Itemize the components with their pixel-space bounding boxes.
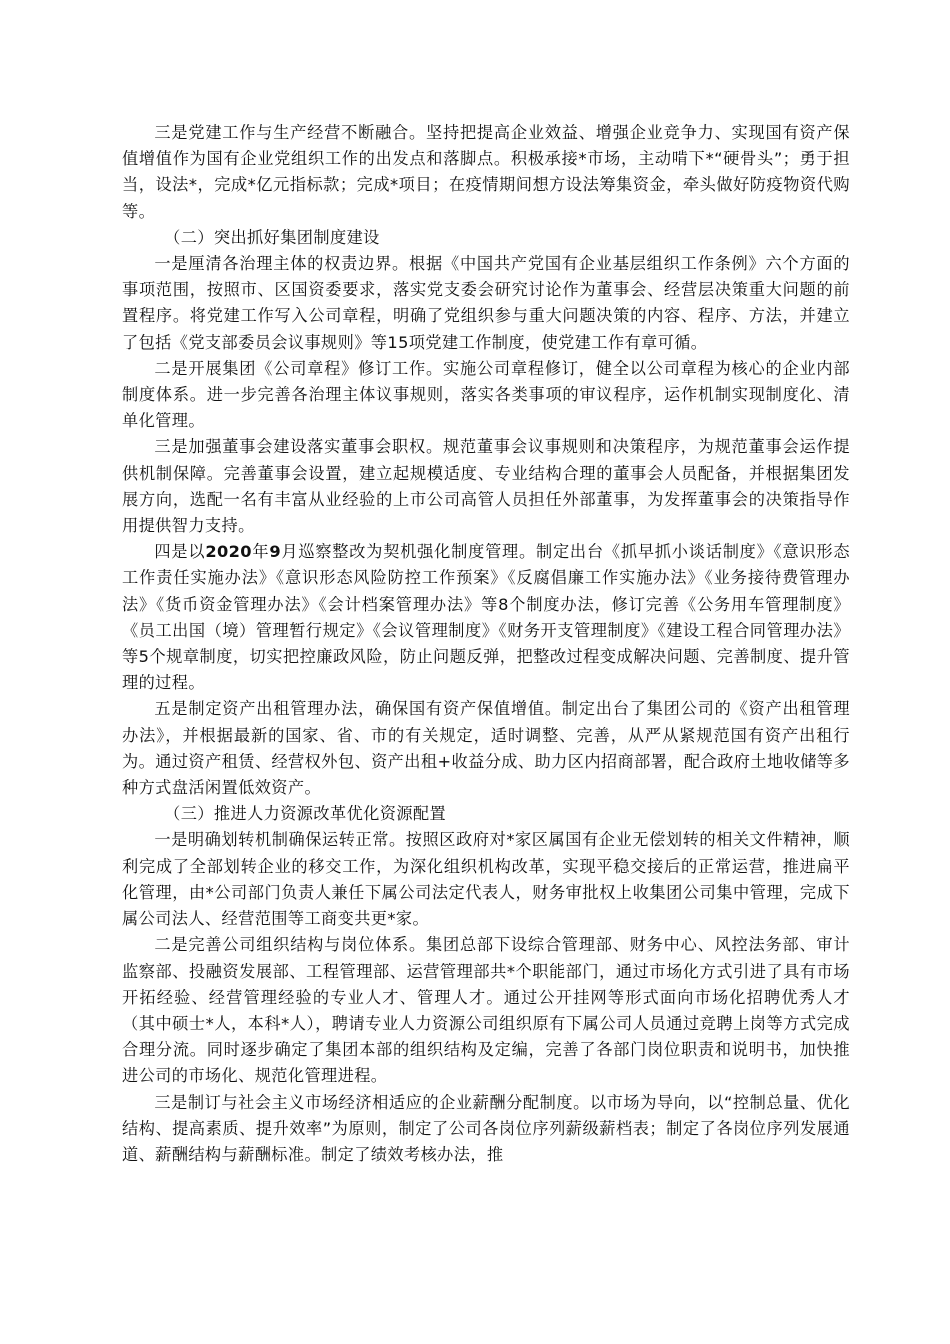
document-page <box>122 120 850 1168</box>
inspection-year-unit: 年 <box>251 542 270 562</box>
paragraph-transfer-mechanism: 一是明确划转机制确保运转正常。按照区政府对*家区属国有企业无偿划转的相关文件精神，顺利完成了全部划转企业的移交工作，为深化组织机构改革，实现平稳交接后的正常运营，推进扁平化管理，由*公司部门负责人兼任下属公司法定代表人，财务审批权上收集团公司集中管理，完成下属公司法人、经营范围等工商变共更*家。 <box>122 830 850 929</box>
paragraph-governance-boundaries: 一是厘清各治理主体的权责边界。根据《中国共产党国有企业基层组织工作条例》六个方面的事项范围，按照市、区国资委要求，落实党支委会研究讨论作为董事会、经营层决策重大问题的前置程序。将党建工作写入公司章程，明确了党组织参与重大问题决策的内容、程序、方法，并建立了包括《党支部委员会议事规则》等15项党建工作制度，使党建工作有章可循。 <box>122 254 850 352</box>
inspection-post-text: 月巡察整改为契机强化制度管理。制定出台《抓早抓小谈话制度》《意识形态工作责任实施办法》《意识形态风险防控工作预案》《反腐倡廉工作实施办法》《业务接待费管理办法》《货币资金管理办法》《会计档案管理办法》等8个制度办法，修订完善《公务用车管理制度》《员工出国（境）管理暂行规定》《会议管理制度》《财务开支管理制度》《建设工程合同管理办法》等5个规章制度，切实把控廉政风险，防止问题反弹，把整改过程变成解决问题、完善制度、提升管理的过程。 <box>122 542 850 693</box>
paragraph-party-building-integration: 三是党建工作与生产经营不断融合。坚持把提高企业效益、增强企业竞争力、实现国有资产保值增值作为国有企业党组织工作的出发点和落脚点。积极承接*市场，主动啃下*“硬骨头”；勇于担当，设法*，完成*亿元指标款；完成*项目；在疫情期间想方设法筹集资金，牵头做好防疫物资代购等。 <box>122 123 850 221</box>
paragraph-org-structure: 二是完善公司组织结构与岗位体系。集团总部下设综合管理部、财务中心、风控法务部、审计监察部、投融资发展部、工程管理部、运营管理部共*个职能部门，通过市场化方式引进了具有市场开拓经验、经营管理经验的专业人才、管理人才。通过公开挂网等形式面向市场化招聘优秀人才（其中硕士*人，本科*人），聘请专业人力资源公司组织原有下属公司人员通过竞聘上岗等方式完成合理分流。同时逐步确定了集团本部的组织结构及定编，完善了各部门岗位职责和说明书，加快推进公司的市场化、规范化管理进程。 <box>122 935 850 1086</box>
inspection-month: 9 <box>269 542 281 562</box>
inspection-pre-text: 四是以 <box>154 542 206 562</box>
inspection-year: 2020 <box>205 542 252 562</box>
paragraph-compensation-system: 三是制订与社会主义市场经济相适应的企业薪酬分配制度。以市场为导向，以“控制总量、优化结构、提高素质、提升效率”为原则，制定了公司各岗位序列薪级薪档表；制定了各岗位序列发展通道、薪酬结构与薪酬标准。制定了绩效考核办法，推 <box>122 1092 850 1164</box>
paragraph-asset-leasing: 五是制定资产出租管理办法，确保国有资产保值增值。制定出台了集团公司的《资产出租管理办法》，并根据最新的国家、省、市的有关规定，适时调整、完善，从严从紧规范国有资产出租行为。通过资产租赁、经营权外包、资产出租+收益分成、助力区内招商部署，配合政府土地收储等多种方式盘活闲置低效资产。 <box>122 699 850 798</box>
section-heading-3: （三）推进人力资源改革优化资源配置 <box>164 804 447 824</box>
paragraph-inspection-rectification <box>122 539 850 696</box>
paragraph-articles-revision: 二是开展集团《公司章程》修订工作。实施公司章程修订，健全以公司章程为核心的企业内部制度体系。进一步完善各治理主体议事规则，落实各类事项的审议程序，运作机制实现制度化、清单化管理。 <box>122 358 850 431</box>
paragraph-board-building: 三是加强董事会建设落实董事会职权。规范董事会议事规则和决策程序，为规范董事会运作提供机制保障。完善董事会设置，建立起规模适度、专业结构合理的董事会人员配备，并根据集团发展方向，选配一名有丰富从业经验的上市公司高管人员担任外部董事，为发挥董事会的决策指导作用提供智力支持。 <box>122 437 850 536</box>
section-heading-2: （二）突出抓好集团制度建设 <box>164 227 380 247</box>
